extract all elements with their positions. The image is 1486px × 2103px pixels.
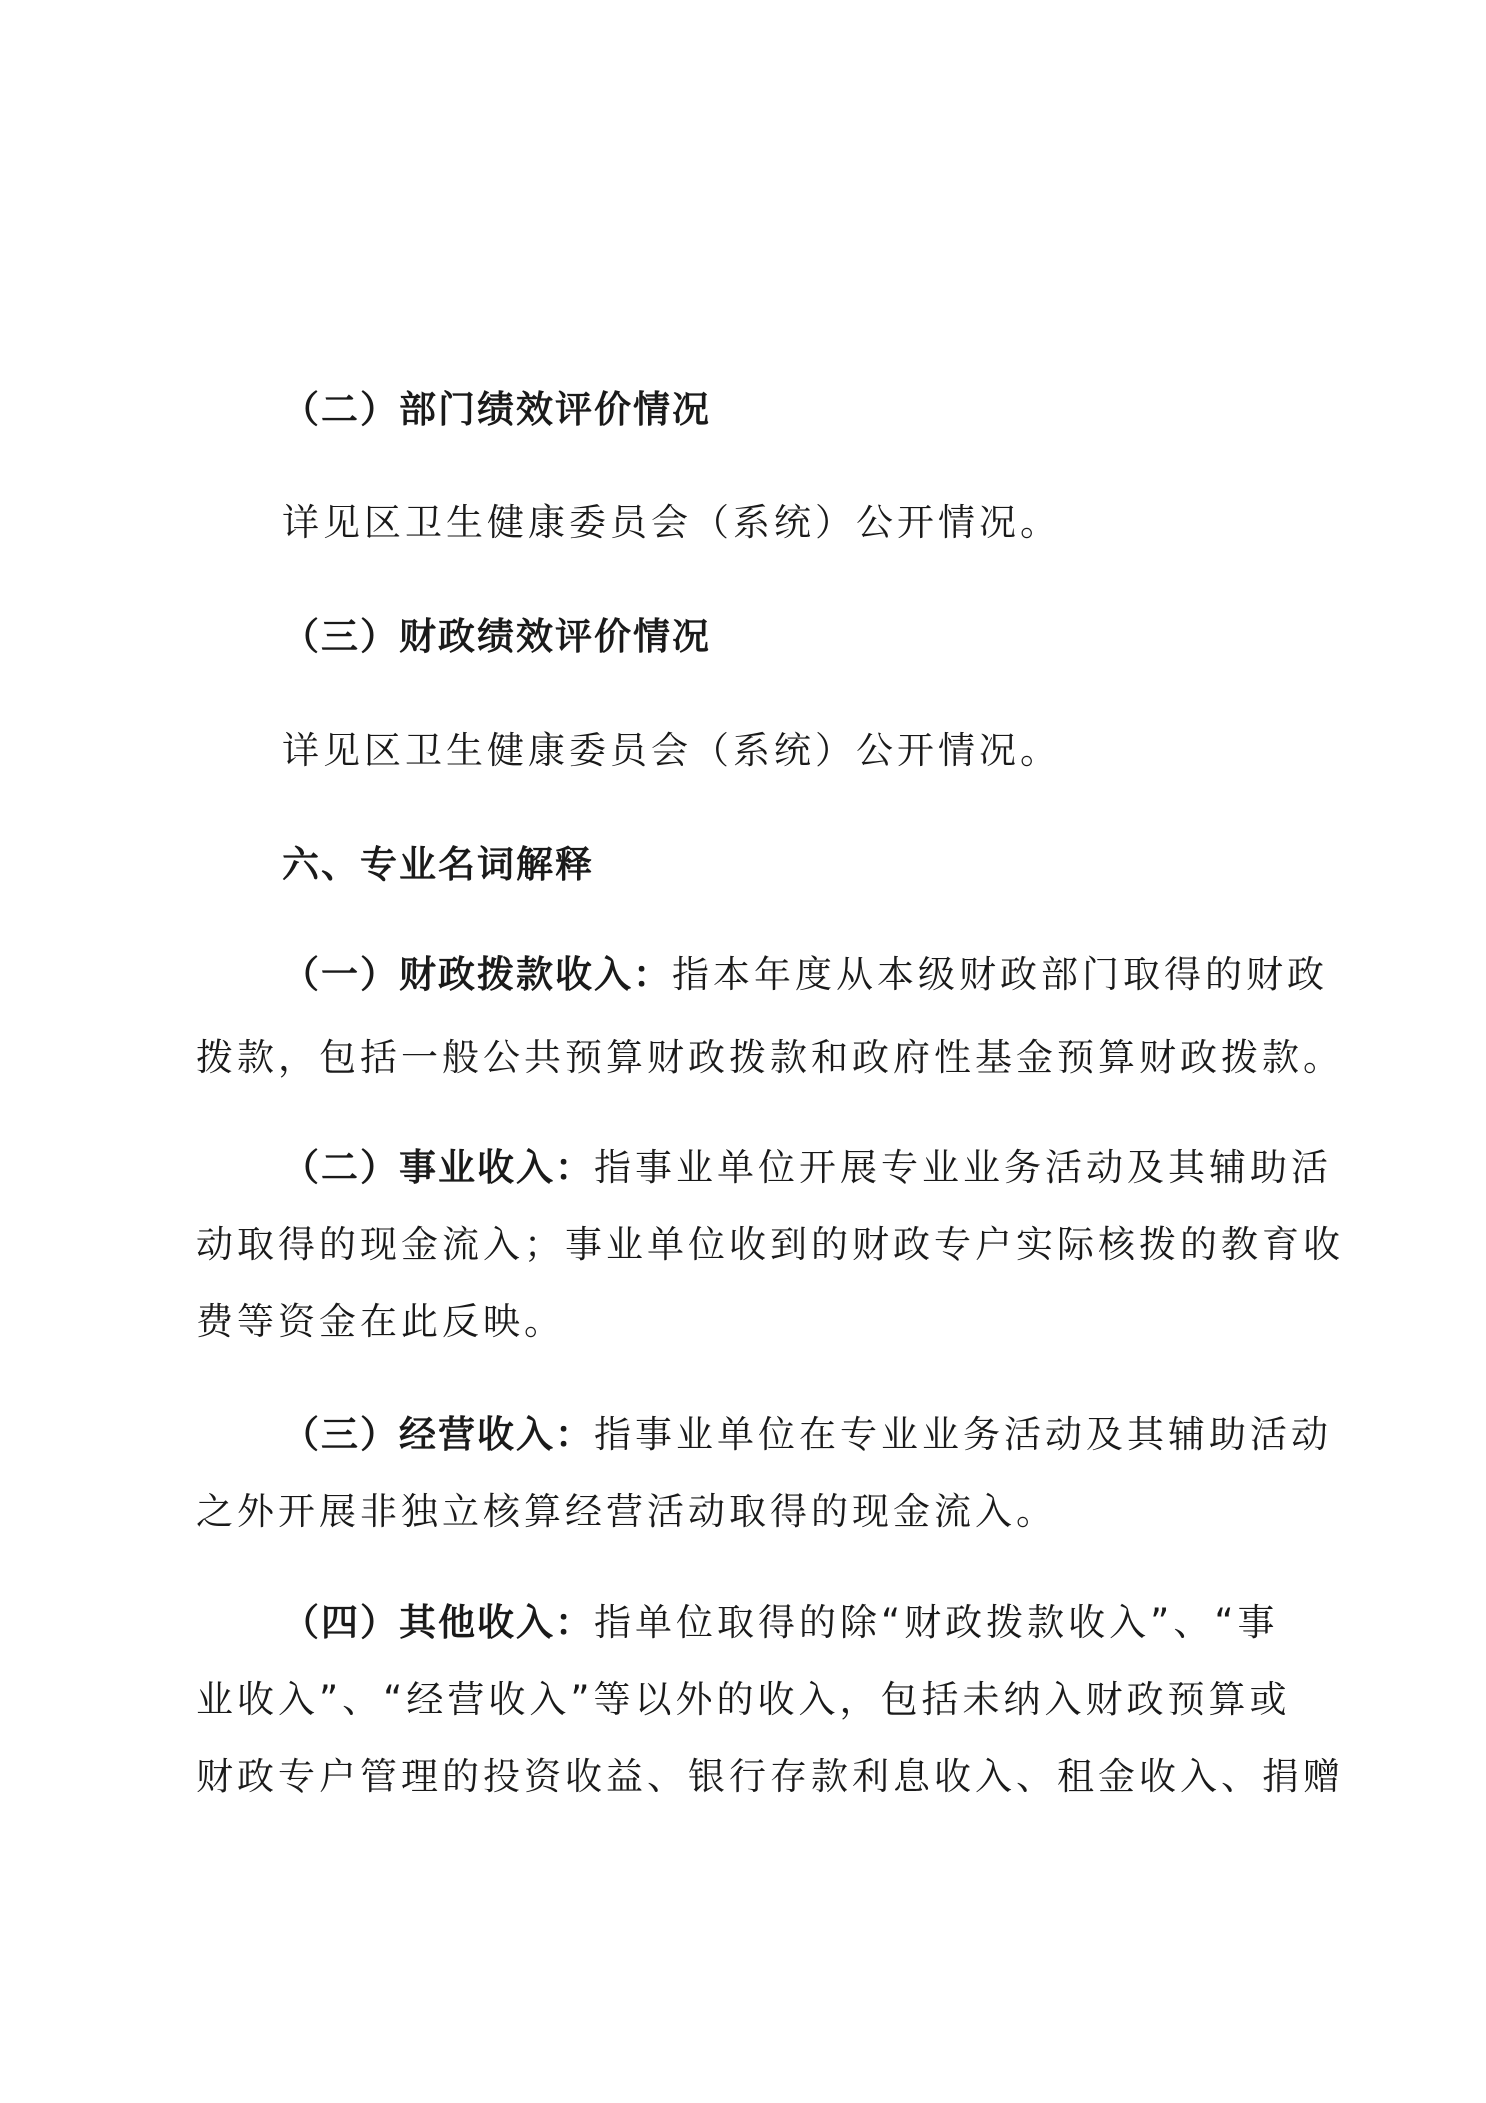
glossary-term: （二）事业收入： bbox=[282, 1146, 594, 1189]
glossary-definition-line: 动取得的现金流入；事业单位收到的财政专户实际核拨的教育收 bbox=[196, 1223, 1344, 1266]
glossary-item-fiscal-appropriation bbox=[282, 950, 1328, 1000]
glossary-definition-line: 拨款，包括一般公共预算财政拨款和政府性基金预算财政拨款。 bbox=[196, 1036, 1344, 1079]
glossary-definition: 指事业单位开展专业业务活动及其辅助活 bbox=[594, 1146, 1332, 1189]
dept-eval-heading: （二）部门绩效评价情况 bbox=[282, 388, 711, 431]
dept-eval-body: 详见区卫生健康委员会（系统）公开情况。 bbox=[282, 501, 1061, 544]
glossary-definition: 指事业单位在专业业务活动及其辅助活动 bbox=[594, 1413, 1332, 1456]
glossary-heading: 六、专业名词解释 bbox=[282, 843, 594, 886]
fiscal-eval-heading: （三）财政绩效评价情况 bbox=[282, 615, 711, 658]
glossary-definition-line: 费等资金在此反映。 bbox=[196, 1300, 565, 1343]
glossary-term: （一）财政拨款收入： bbox=[282, 953, 672, 996]
fiscal-eval-body: 详见区卫生健康委员会（系统）公开情况。 bbox=[282, 729, 1061, 772]
glossary-definition: 指本年度从本级财政部门取得的财政 bbox=[672, 953, 1328, 996]
glossary-definition-line: 业收入”、“经营收入”等以外的收入，包括未纳入财政预算或 bbox=[196, 1678, 1291, 1721]
glossary-definition: 指单位取得的除“财政拨款收入”、“事 bbox=[594, 1601, 1279, 1644]
glossary-item-operating-income bbox=[282, 1410, 1332, 1460]
glossary-item-other-income bbox=[282, 1598, 1279, 1648]
glossary-item-business-income bbox=[282, 1143, 1332, 1193]
glossary-definition-line: 之外开展非独立核算经营活动取得的现金流入。 bbox=[196, 1490, 1057, 1533]
glossary-definition-line: 财政专户管理的投资收益、银行存款利息收入、租金收入、捐赠 bbox=[196, 1755, 1344, 1798]
glossary-term: （四）其他收入： bbox=[282, 1601, 594, 1644]
glossary-term: （三）经营收入： bbox=[282, 1413, 594, 1456]
